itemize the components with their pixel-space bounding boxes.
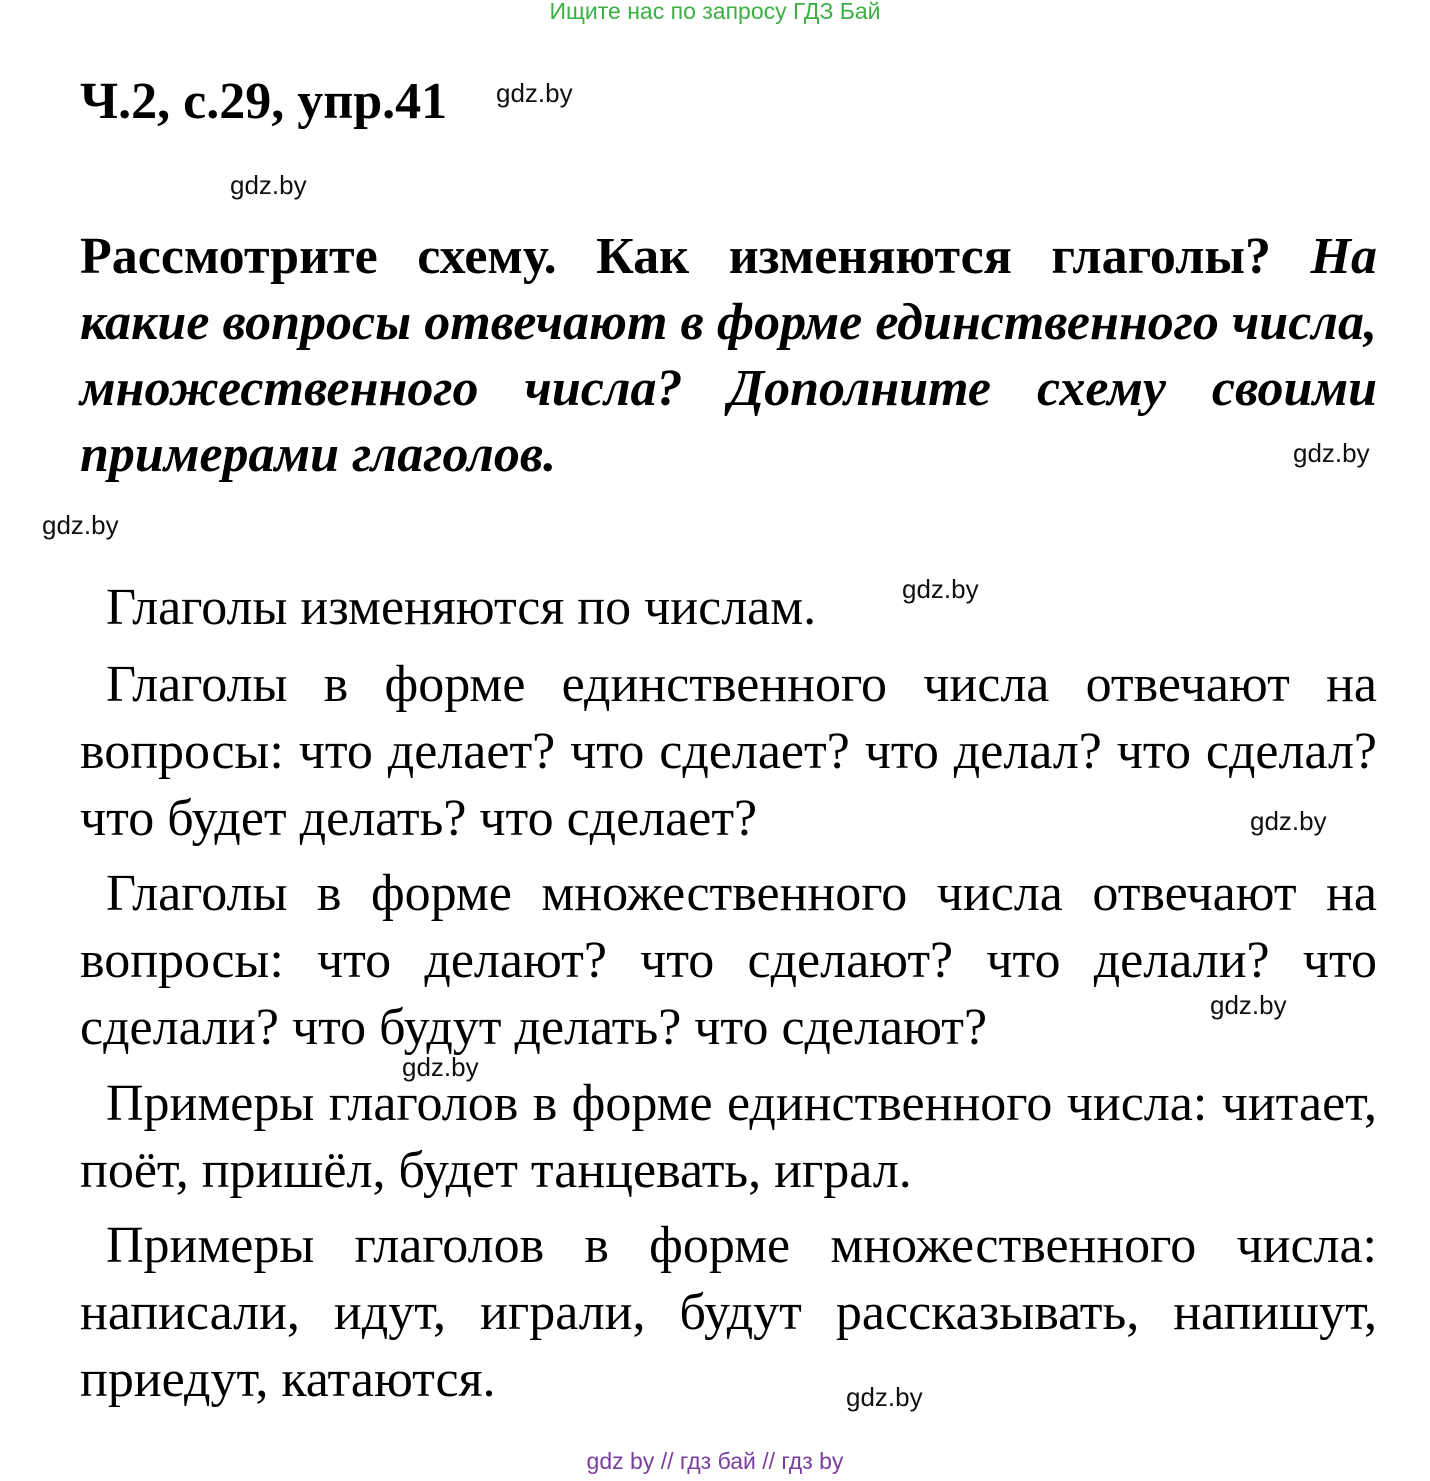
search-banner: Ищите нас по запросу ГДЗ Бай	[549, 0, 881, 24]
watermark: gdz.by	[1210, 990, 1287, 1020]
answer-paragraph: Глаголы в форме единственного числа отвечают на вопросы: что делает? что сделает? что делал? что сделал? что будет делать? что сделает?	[80, 656, 1377, 847]
watermark: gdz.by	[1293, 438, 1370, 468]
answer-paragraph: Примеры глаголов в форме множественного числа: написали, идут, играли, будут рассказывать, напишут, приедут, катаются.	[80, 1217, 1377, 1408]
task-text	[80, 224, 1377, 488]
watermark: gdz.by	[496, 78, 573, 108]
footer-links: gdz by // гдз бай // гдз by	[586, 1448, 844, 1474]
answer-paragraph: Примеры глаголов в форме единственного числа: читает, поёт, пришёл, будет танцевать, играл.	[80, 1075, 1377, 1199]
watermark: gdz.by	[1250, 806, 1327, 836]
task-question: Рассмотрите схему. Как изменяются глаголы?	[80, 228, 1271, 285]
watermark: gdz.by	[42, 510, 119, 540]
answer-paragraph: Глаголы изменяются по числам.	[106, 579, 817, 636]
watermark: gdz.by	[402, 1052, 479, 1082]
watermark: gdz.by	[902, 574, 979, 604]
watermark: gdz.by	[846, 1382, 923, 1412]
exercise-heading: Ч.2, с.29, упр.41	[80, 73, 448, 130]
answer-paragraph: Глаголы в форме множественного числа отвечают на вопросы: что делают? что сделают? что делали? что сделали? что будут делать? что сделают?	[80, 865, 1377, 1056]
watermark: gdz.by	[230, 170, 307, 200]
task-instruction: На какие вопросы отвечают в форме единственного числа, множественного числа? Дополните схему своими примерами глаголов.	[80, 228, 1377, 483]
